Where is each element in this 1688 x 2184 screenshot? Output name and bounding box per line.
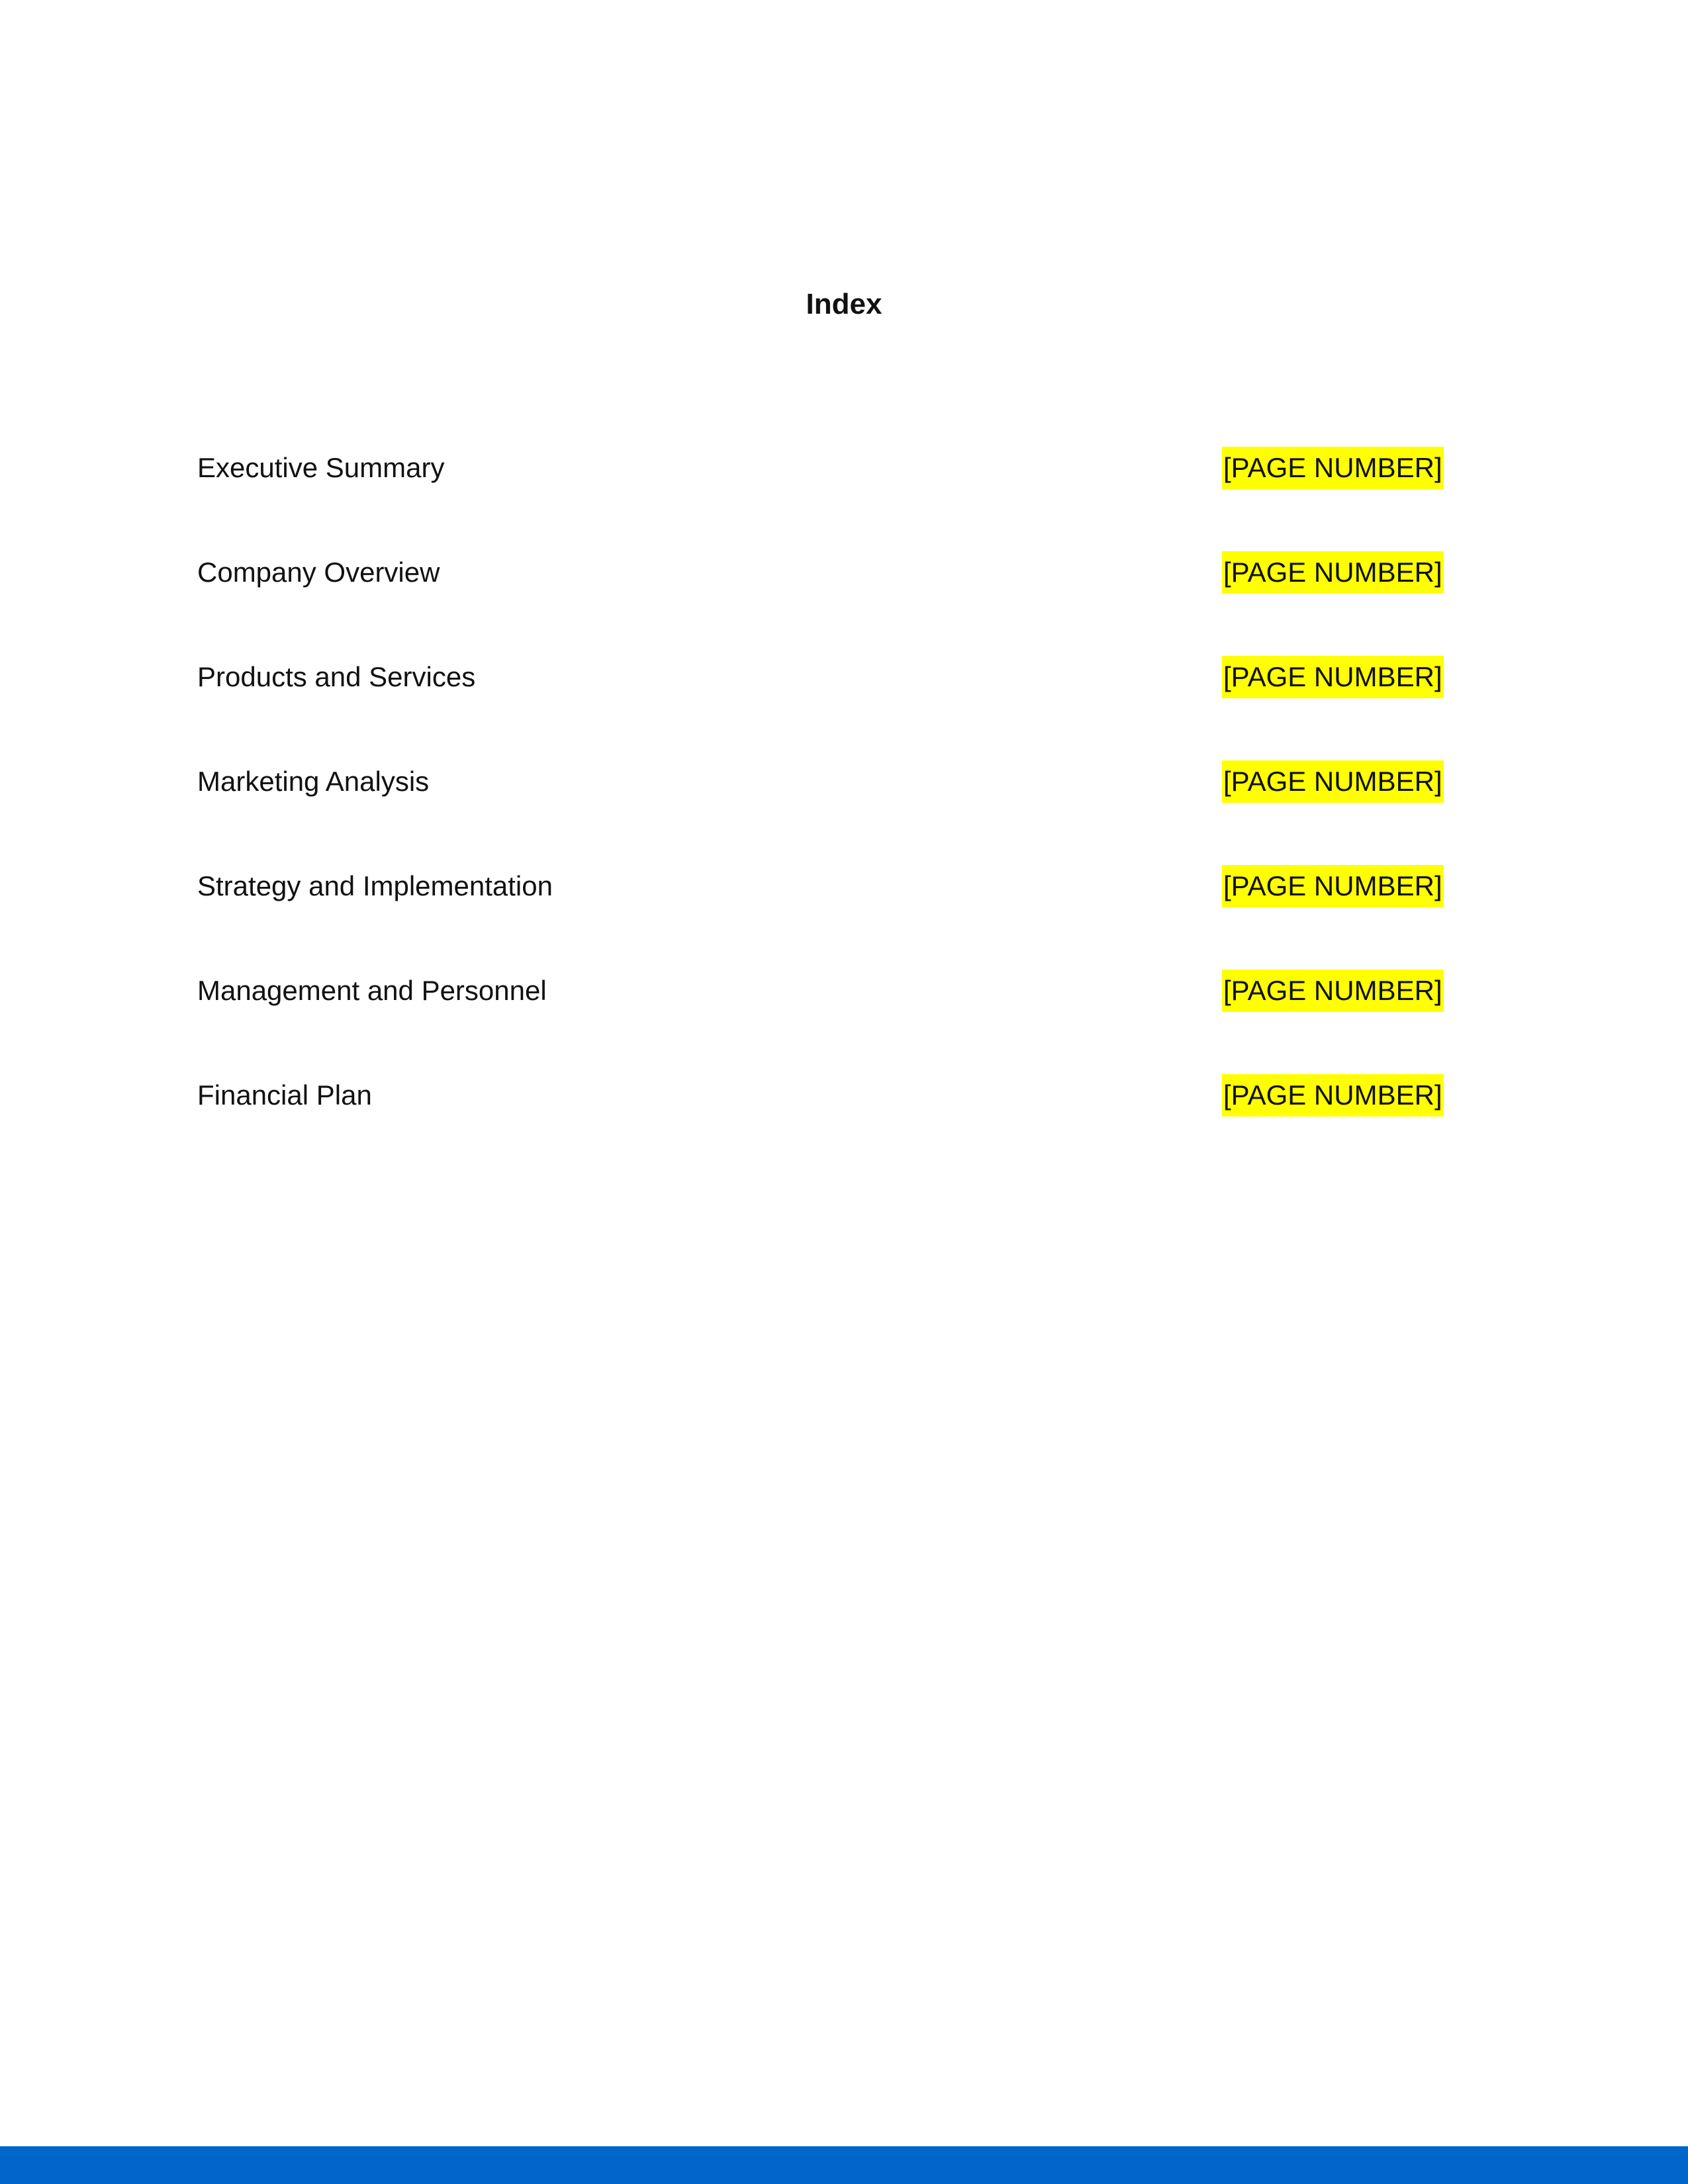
entry-label: Strategy and Implementation: [197, 870, 553, 901]
index-entry-executive-summary: [197, 447, 1442, 551]
entry-page-number: [PAGE NUMBER]: [1222, 551, 1444, 594]
entry-label: Products and Services: [197, 661, 476, 692]
index-list: [197, 447, 1442, 1179]
entry-label: Marketing Analysis: [197, 766, 430, 797]
entry-label: Financial Plan: [197, 1079, 372, 1111]
entry-page-number: [PAGE NUMBER]: [1222, 1074, 1444, 1116]
entry-label: Company Overview: [197, 557, 440, 588]
index-entry-management-and-personnel: [197, 970, 1442, 1074]
entry-label: Management and Personnel: [197, 975, 547, 1006]
entry-label: Executive Summary: [197, 452, 445, 483]
footer-bar: [0, 2146, 1688, 2184]
index-entry-financial-plan: [197, 1074, 1442, 1179]
entry-page-number: [PAGE NUMBER]: [1222, 865, 1444, 907]
entry-page-number: [PAGE NUMBER]: [1222, 447, 1444, 489]
index-entry-products-and-services: [197, 656, 1442, 760]
index-entry-company-overview: [197, 551, 1442, 656]
entry-page-number: [PAGE NUMBER]: [1222, 656, 1444, 698]
index-entry-strategy-and-implementation: [197, 865, 1442, 970]
entry-page-number: [PAGE NUMBER]: [1222, 760, 1444, 803]
page-title: Index: [806, 288, 882, 320]
entry-page-number: [PAGE NUMBER]: [1222, 970, 1444, 1012]
index-entry-marketing-analysis: [197, 760, 1442, 865]
